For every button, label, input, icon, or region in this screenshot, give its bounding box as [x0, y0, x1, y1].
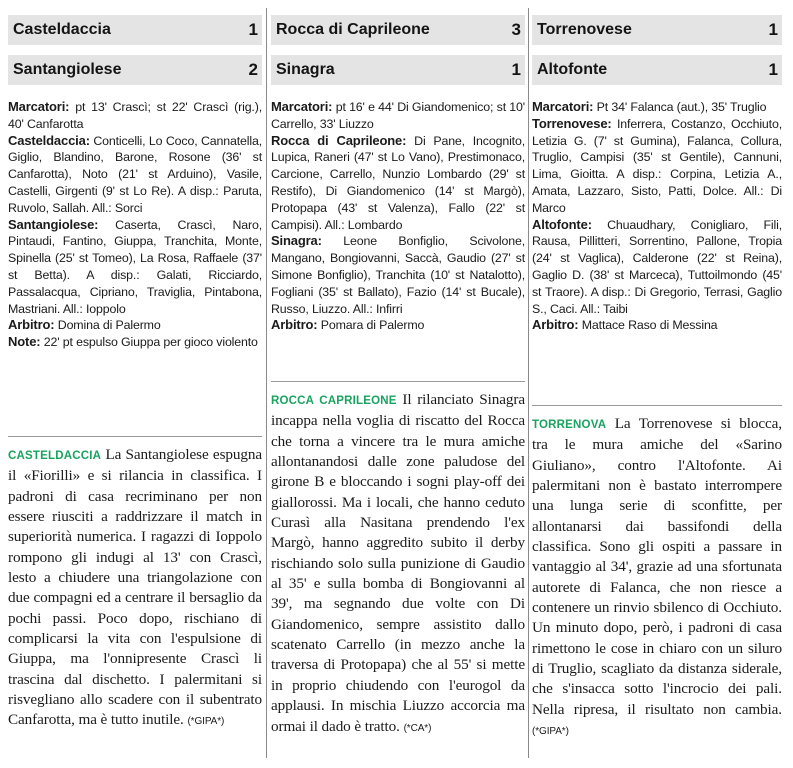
- match-article: [8, 436, 262, 733]
- home-team-name: Rocca di Caprileone: [276, 21, 430, 38]
- referee-line: Arbitro: Mattace Raso di Messina: [532, 317, 718, 333]
- match-info-box: [8, 99, 262, 351]
- scorers-line: Marcatori: Pt 34' Falanca (aut.), 35' Truglio: [532, 99, 767, 114]
- home-team-name: Casteldaccia: [13, 21, 111, 38]
- match-column-rocca: [271, 0, 525, 768]
- column-divider: [266, 8, 267, 758]
- home-score-row: [271, 15, 525, 45]
- home-team-score: 1: [248, 20, 258, 39]
- home-score-row: [532, 15, 782, 45]
- match-column-torrenovese: [532, 0, 782, 768]
- column-divider: [528, 8, 529, 758]
- away-team-score: 1: [768, 60, 778, 79]
- home-lineup: Torrenovese: Inferrera, Costanzo, Occhiuto, Letizia G. (7' st Gumina), Falanca, Collura, Truglio, Campisi (35' st Gentile), Cannuni, Lima, Gioitta. A disp.: Corpina, Letizia A., Amata, Lazzaro, Sisto, Patti, Dolce. All.: Di Marco: [532, 115, 782, 215]
- away-team-score: 2: [248, 60, 258, 79]
- referee-line: Arbitro: Pomara di Palermo: [271, 317, 425, 333]
- article-signature: (*GIPA*): [532, 726, 569, 738]
- article-signature: (*GIPA*): [187, 716, 225, 728]
- match-article: [271, 381, 525, 739]
- away-lineup: Altofonte: Chuaudhary, Conigliaro, Fili, Rausa, Pillitteri, Sorrentino, Pallone, Tropia (24' st Vaglica), Calderone (22' st Reina), Gaglio D. (38' st Marceca), Tuttoilmondo (45' st Traore). A disp.: Di Gregorio, Terrasi, Gaglio S., Caci. All.: Taibi: [532, 216, 782, 316]
- article-location: CASTELDACCIA: [8, 450, 102, 462]
- away-score-row: [532, 55, 782, 85]
- home-lineup: Rocca di Caprileone: Di Pane, Incognito, Lupica, Raneri (47' st Lo Vano), Prestimonaco, Carcione, Carrello, Nunzio Lombardo (29' st Restifo), Di Giandomenico (14' st Margò), Protopapa (43' st Valenza), Fallo (22' st Campisi). All.: Lombardo: [271, 132, 526, 232]
- home-lineup: Casteldaccia: Conticelli, Lo Coco, Cannatella, Giglio, Blandino, Barone, Rosone (36' st Canfarotta), Noto (21' st Arduino), Vasile, Castelli, Girgenti (9' st Lo Re). A disp.: Paruta, Ruvolo, Sallah. All.: Sorci: [8, 132, 262, 215]
- home-score-row: [8, 15, 262, 45]
- article-text: La Torrenovese si blocca, tra le mura amiche del «Sarino Giuliano», contro l'Altofonte. Ai palermitani non è bastato interrompere una lunga serie di sconfitte, per allontanarsi dai bassifondi della classifica. Sono gli ospiti a passare in vantaggio al 34', grazie ad una sfortunata autorete di Falanca, che non riesce a contenere un rinvio sbilenco di Occhiuto. Un minuto dopo, però, i padroni di casa rimettono le cose in chiaro con un siluro di Truglio, scagliato da distanza siderale, che s'insacca sotto l'incrocio dei pali. Nella ripresa, il risultato non cambia.: [532, 415, 783, 718]
- article-text: Il rilanciato Sinagra incappa nella voglia di riscatto del Rocca che torna a vincere tra le mura amiche allontanandosi dalle zone paludose del girone B e bloccando i sogni play-off dei giallorossi. Ma i locali, che hanno ceduto Curasì alla Nasitana prendendo l'ex Margò, hanno aggredito subito il derby rischiando solo sulla punizione di Gaudio al 35' e sulla bomba di Bongiovanni al 39', ma segnando due volte con Di Giandomenico, sempre assistito dallo scatenato Carrello (in mezzo anche la traversa di Protopapa) che al 55' si mette in proprio chiudendo con l'eurogol da applausi. In mischia Liuzzo accorcia ma ormai il dado è tratto.: [271, 391, 525, 735]
- scorers-line: Marcatori: pt 13' Crascì; st 22' Crascì (rig.), 40' Canfarotta: [8, 99, 262, 131]
- away-lineup: Sinagra: Leone Bonfiglio, Scivolone, Mangano, Bongiovanni, Saccà, Gaudio (27' st Simone Bonfiglio), Tranchita (10' st Natalotto), Fogliani (35' st Ballato), Fazio (14' st Bucale), Russo, Liuzzo. All.: Infirri: [271, 233, 526, 316]
- away-lineup: Santangiolese: Caserta, Crascì, Naro, Pintaudi, Fantino, Giuppa, Tranchita, Monte, Spinella (25' st Tomeo), La Rosa, Raffaele (37' st Betta). A disp.: Galati, Ricciardo, Passalacqua, Cipriano, Traviglia, Pintabona, Mastriani. All.: Ioppolo: [8, 216, 263, 316]
- away-score-row: [271, 55, 525, 85]
- away-team-name: Sinagra: [276, 61, 335, 78]
- away-team-name: Altofonte: [537, 61, 608, 78]
- home-team-score: 1: [768, 20, 778, 39]
- notes-line: Note: 22' pt espulso Giuppa per gioco violento: [8, 334, 258, 350]
- match-info-box: [532, 99, 782, 334]
- article-location: ROCCA CAPRILEONE: [271, 395, 397, 407]
- away-score-row: [8, 55, 262, 85]
- article-signature: (*CA*): [403, 722, 432, 734]
- referee-line: Arbitro: Domina di Palermo: [8, 317, 161, 333]
- away-team-score: 1: [511, 60, 521, 79]
- match-column-casteldaccia: [8, 0, 262, 768]
- match-article: [532, 405, 782, 743]
- article-location: TORRENOVA: [532, 419, 607, 431]
- article-text: La Santangiolese espugna il «Fiorilli» e si rilancia in classifica. I padroni di casa recriminano per non essere riusciti a raddrizzare il match in superiorità numerica. I ragazzi di Ioppolo rompono gli indugi al 13' con Crascì, lesto a chiudere una triangolazione con due compagni ed a centrare il bersaglio da pochi passi. Poco dopo, rischiano di complicarsi la vita con l'espulsione di Giuppa, ma l'onnipresente Crascì li trascina dal dischetto. I palermitani si risvegliano allo scadere con il subentrato Canfarotta, ma è tutto inutile.: [8, 446, 262, 729]
- home-team-score: 3: [511, 20, 521, 39]
- match-info-box: [271, 99, 525, 334]
- away-team-name: Santangiolese: [13, 61, 122, 78]
- home-team-name: Torrenovese: [537, 21, 632, 38]
- scorers-line: Marcatori: pt 16' e 44' Di Giandomenico; st 10' Carrello, 33' Liuzzo: [271, 99, 526, 131]
